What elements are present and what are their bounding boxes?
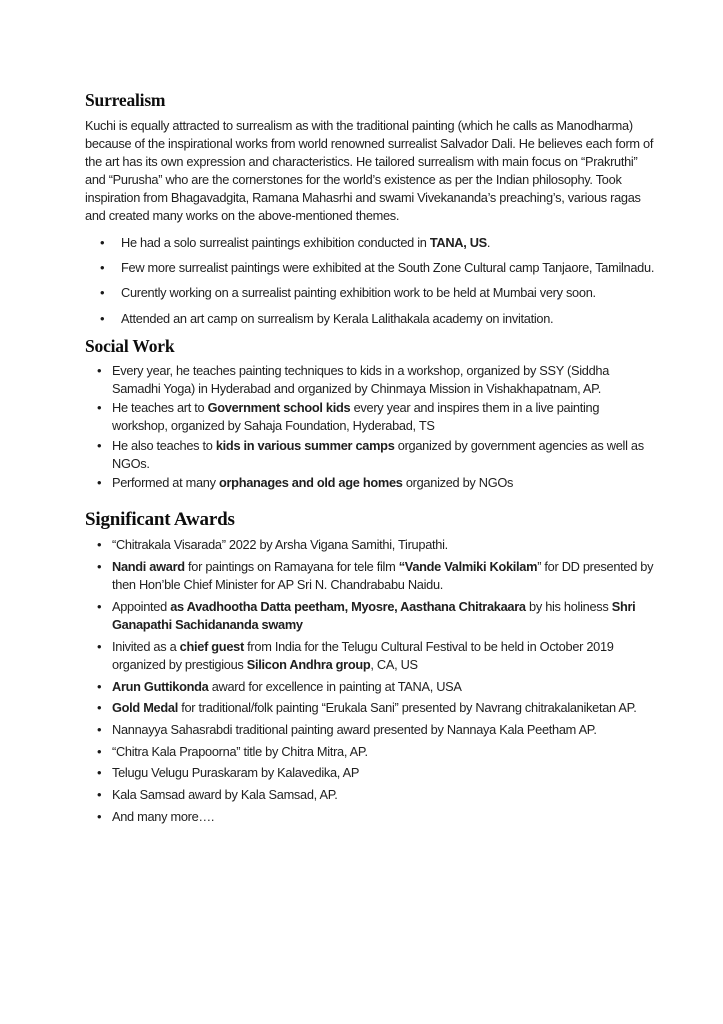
text-run: organized by NGOs <box>402 475 514 491</box>
bold-text-run: Arun Guttikonda <box>112 678 209 694</box>
text-run: , CA, US <box>370 656 418 672</box>
list-item <box>85 699 655 717</box>
text-run: Curently working on a surrealist painting exhibition work to be held at Mumbai very soon. <box>121 285 596 301</box>
bullet-list-surrealism <box>85 234 655 328</box>
list-item <box>85 808 655 826</box>
text-run: He had a solo surrealist paintings exhibition conducted in <box>121 235 430 250</box>
list-item <box>85 536 655 554</box>
text-run: every year and inspires them in a live painting workshop, organized by Sahaja Foundation, Hyderabad, TS <box>112 400 600 434</box>
list-item <box>85 284 655 302</box>
text-run: ” for DD presented by then Hon’ble Chief Minister for AP Sri N. Chandrababu Naidu. <box>112 558 654 593</box>
text-run: for paintings on Ramayana for tele film <box>184 558 399 574</box>
text-run: for traditional/folk painting “Erukala Sani” presented by Navrang chitrakalaniketan AP. <box>177 700 637 716</box>
list-item <box>85 558 655 594</box>
text-run: Kuchi is equally attracted to surrealism as with the traditional painting (which he calls as Manodharma) because of the inspirational works from world renowned surrealist Salvador Dali. He believes each form of the art has its own expression and characteristics. He tailored surrealism with main focus on “Prakruthi” and “Purusha” who are the cornerstones for the world’s existence as per the Indian philosophy. Took inspiration from Bhagavadgita, Ramana Mahasrhi and swami Vivekananda’s preaching’s, various ragas and created many works on the above-mentioned themes. <box>85 118 654 223</box>
text-run: Telugu Velugu Puraskaram by Kalavedika, AP <box>112 765 360 781</box>
bold-text-run: Shri Ganapathi Sachidananda swamy <box>112 598 636 633</box>
list-item <box>85 638 655 674</box>
list-item <box>85 786 655 804</box>
bold-text-run: TANA, US <box>429 235 487 250</box>
text-run: from India for the Telugu Cultural Festival to be held in October 2019 organized by prestigious <box>112 638 614 672</box>
bold-text-run: Government school kids <box>207 400 351 416</box>
list-item <box>85 474 655 492</box>
text-run: He also teaches to <box>112 437 216 453</box>
text-run: award for excellence in painting at TANA, USA <box>208 678 462 694</box>
list-item <box>85 399 655 435</box>
section-heading-social-work: Social Work <box>85 335 175 356</box>
list-item <box>85 259 655 277</box>
paragraph <box>85 117 655 225</box>
text-run: “Chitrakala Visarada” 2022 by Arsha Vigana Samithi, Tirupathi. <box>112 537 448 553</box>
text-run: And many more…. <box>112 808 215 824</box>
text-run: . <box>486 235 491 250</box>
text-run: organized by government agencies as well as NGOs. <box>112 437 644 471</box>
section-heading-significant-awards: Significant Awards <box>85 509 235 531</box>
text-run: He teaches art to <box>112 400 208 416</box>
list-item <box>85 437 655 473</box>
bold-text-run: kids in various summer camps <box>215 437 395 453</box>
bold-text-run: Nandi award <box>112 558 185 574</box>
section-heading-surrealism: Surrealism <box>85 90 166 110</box>
bullet-list-social-work <box>85 362 655 492</box>
list-item <box>85 764 655 782</box>
bold-text-run: Gold Medal <box>112 700 178 716</box>
list-item <box>85 310 655 328</box>
section-surrealism <box>85 89 665 328</box>
bullet-list-significant-awards <box>85 536 655 826</box>
list-item <box>85 743 655 761</box>
bold-text-run: chief guest <box>179 638 244 654</box>
text-run: Every year, he teaches painting techniques to kids in a workshop, organized by SSY (Siddha Samadhi Yoga) in Hyderabad and organized by Chinmaya Mission in Vishakhapatnam, AP. <box>112 362 610 397</box>
bold-text-run: Silicon Andhra group <box>246 656 371 672</box>
bold-text-run: “Vande Valmiki Kokilam <box>398 558 538 574</box>
text-run: Appointed <box>112 598 171 614</box>
text-run: Inivited as a <box>112 638 180 654</box>
text-run: Nannayya Sahasrabdi traditional painting award presented by Nannaya Kala Peetham AP. <box>112 722 597 738</box>
bold-text-run: orphanages and old age homes <box>218 475 403 491</box>
list-item <box>85 678 655 696</box>
section-significant-awards <box>85 508 665 826</box>
text-run: Kala Samsad award by Kala Samsad, AP. <box>112 787 338 803</box>
list-item <box>85 721 655 739</box>
text-run: Few more surrealist paintings were exhibited at the South Zone Cultural camp Tanjaore, Tamilnadu. <box>121 260 655 276</box>
list-item <box>85 598 655 634</box>
text-run: Performed at many <box>112 475 219 491</box>
bold-text-run: as Avadhootha Datta peetham, Myosre, Aasthana Chitrakaara <box>170 598 526 614</box>
text-run: by his holiness <box>525 598 612 614</box>
list-item <box>85 234 655 252</box>
text-run: Attended an art camp on surrealism by Kerala Lalithakala academy on invitation. <box>121 310 554 326</box>
text-run: “Chitra Kala Prapoorna” title by Chitra Mitra, AP. <box>112 743 368 759</box>
section-social-work <box>85 335 665 492</box>
list-item <box>85 362 655 398</box>
